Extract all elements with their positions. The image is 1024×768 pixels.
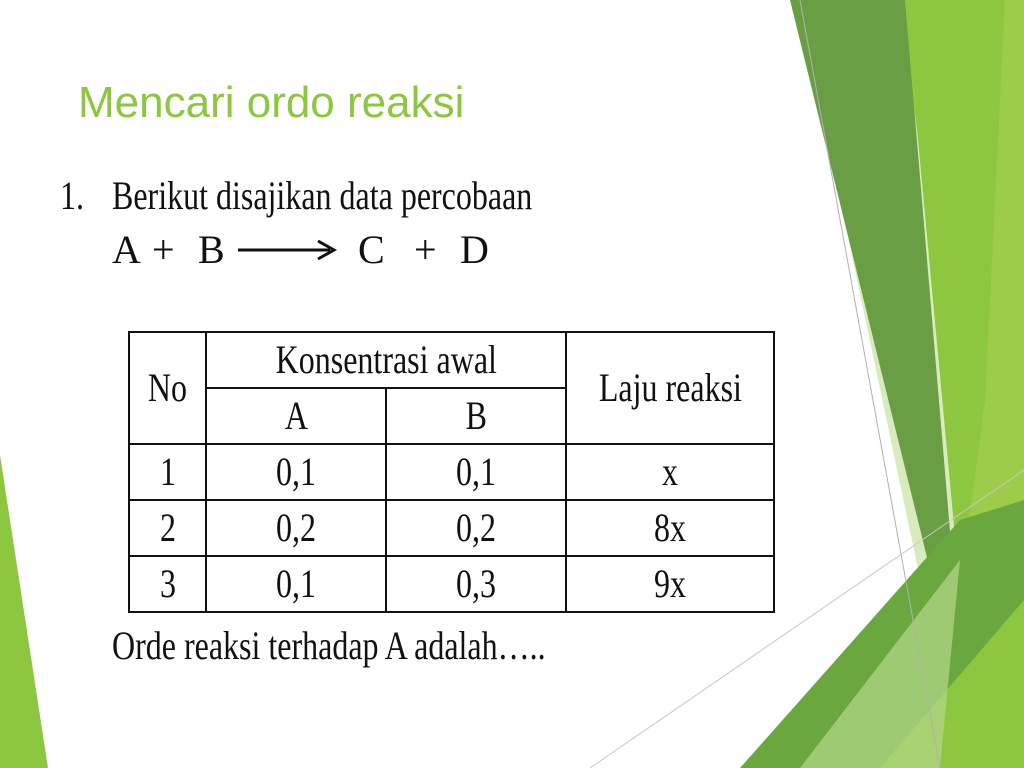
table-row (129, 444, 774, 500)
slide-title: Mencari ordo reaksi (78, 78, 465, 127)
cell-laju: 8x (566, 500, 774, 556)
cell-b: 0,2 (386, 500, 566, 556)
intro-text: Berikut disajikan data percobaan (112, 173, 533, 218)
header-konsentrasi-awal: Konsentrasi awal (206, 332, 566, 388)
cell-a: 0,1 (206, 556, 386, 612)
header-no: No (129, 332, 206, 444)
reaction-arrow-icon (238, 238, 338, 262)
cell-b: 0,3 (386, 556, 566, 612)
subheader-a: A (206, 388, 386, 444)
plus-sign: + (152, 227, 175, 272)
question-text: Orde reaksi terhadap A adalah….. (112, 623, 546, 668)
cell-laju: 9x (566, 556, 774, 612)
item-number: 1. (60, 173, 84, 218)
table-header-row (129, 332, 774, 388)
product-d: D (460, 227, 489, 272)
subheader-b: B (386, 388, 566, 444)
plus-sign: + (414, 227, 437, 272)
table-row (129, 500, 774, 556)
cell-a: 0,1 (206, 444, 386, 500)
reactant-b: B (198, 227, 225, 272)
cell-laju: x (566, 444, 774, 500)
deco-left-wedge (0, 455, 48, 768)
cell-no: 3 (129, 556, 206, 612)
cell-no: 1 (129, 444, 206, 500)
header-laju-reaksi: Laju reaksi (566, 332, 774, 444)
experiment-data-table (128, 331, 775, 613)
reaction-equation (112, 226, 532, 272)
cell-a: 0,2 (206, 500, 386, 556)
cell-b: 0,1 (386, 444, 566, 500)
reactant-a: A (112, 227, 141, 272)
product-c: C (358, 227, 385, 272)
table-row (129, 556, 774, 612)
cell-no: 2 (129, 500, 206, 556)
